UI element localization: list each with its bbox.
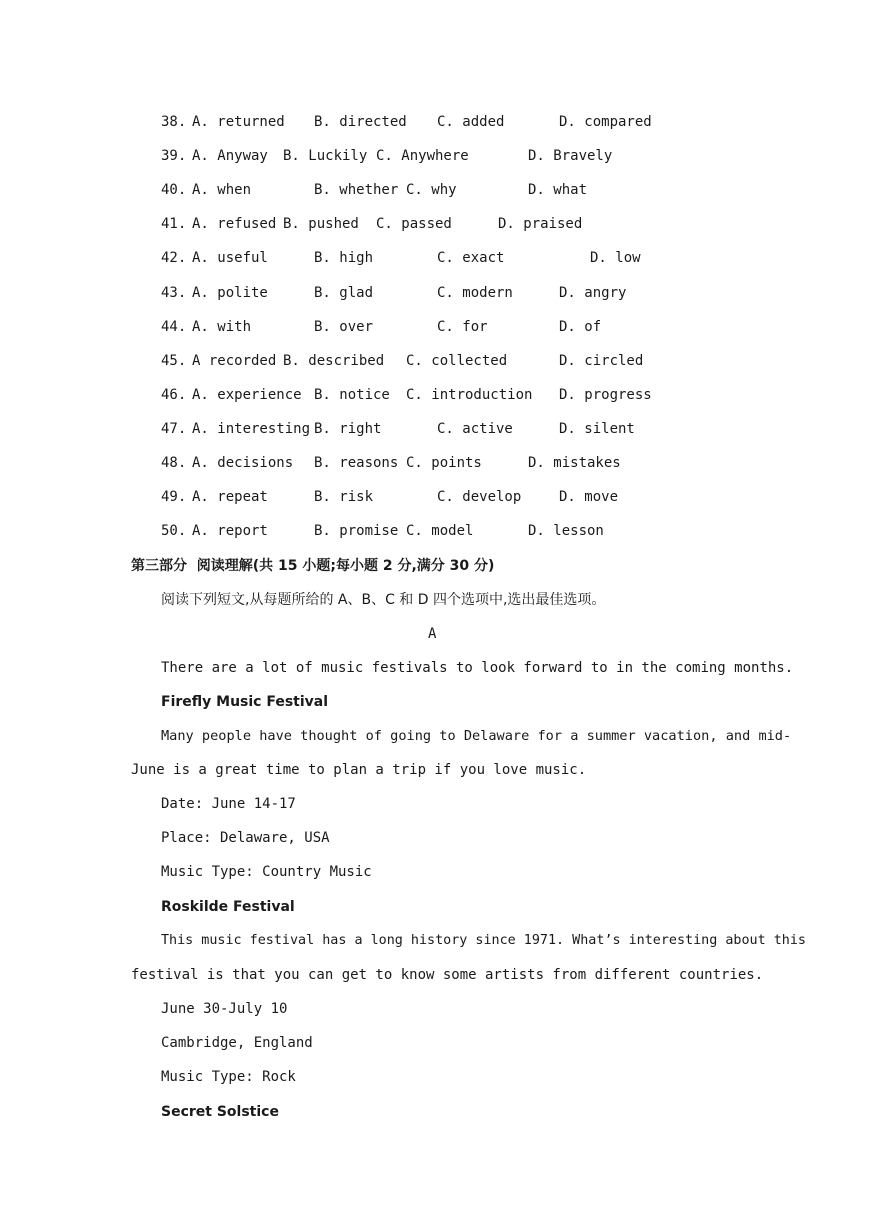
festival-title-firefly: Firefly Music Festival bbox=[161, 694, 329, 710]
option-a: A recorded bbox=[192, 352, 277, 369]
option-a: A. refused bbox=[192, 216, 277, 233]
festival-desc-roskilde-line1: This music festival has a long history since 1971. What’s interesting about this bbox=[161, 933, 806, 948]
question-row bbox=[0, 386, 869, 404]
option-c: C. model bbox=[406, 523, 474, 540]
option-b: B. high bbox=[314, 250, 374, 267]
option-b: B. risk bbox=[314, 489, 374, 506]
option-a: A. with bbox=[192, 318, 252, 335]
option-b: B. whether bbox=[314, 182, 399, 199]
option-a: A. decisions bbox=[192, 455, 294, 471]
question-row bbox=[0, 352, 869, 370]
question-row bbox=[0, 249, 869, 267]
option-b: B. notice bbox=[314, 386, 390, 403]
option-d: D. of bbox=[559, 318, 602, 335]
festival-title-roskilde: Roskilde Festival bbox=[161, 899, 295, 915]
question-row bbox=[0, 420, 869, 438]
festival-place-roskilde: Cambridge, England bbox=[161, 1035, 313, 1051]
question-number: 46. bbox=[161, 386, 187, 403]
option-c: C. why bbox=[406, 182, 457, 199]
question-row bbox=[0, 181, 869, 199]
option-a: A. repeat bbox=[192, 489, 268, 506]
question-number: 40. bbox=[161, 182, 187, 199]
option-c: C. added bbox=[437, 114, 505, 130]
option-c: C. modern bbox=[437, 284, 513, 301]
option-d: D. angry bbox=[559, 284, 627, 301]
option-b: B. described bbox=[283, 352, 385, 369]
option-d: D. mistakes bbox=[528, 455, 621, 471]
question-number: 50. bbox=[161, 523, 187, 540]
option-b: B. reasons bbox=[314, 455, 399, 471]
option-a: A. report bbox=[192, 523, 268, 540]
option-c: C. for bbox=[437, 318, 488, 335]
festival-desc-roskilde-line2: festival is that you can get to know some artists from different countries. bbox=[131, 967, 764, 983]
option-d: D. lesson bbox=[528, 523, 604, 540]
option-a: A. Anyway bbox=[192, 148, 268, 165]
option-c: C. exact bbox=[437, 250, 505, 267]
question-row bbox=[0, 284, 869, 302]
option-d: D. compared bbox=[559, 114, 652, 130]
question-number: 44. bbox=[161, 318, 187, 335]
option-c: C. passed bbox=[376, 216, 452, 233]
option-d: D. low bbox=[590, 250, 641, 267]
option-a: A. interesting bbox=[192, 420, 311, 437]
option-b: B. promise bbox=[314, 523, 399, 540]
option-d: D. Bravely bbox=[528, 148, 613, 165]
festival-date-firefly: Date: June 14-17 bbox=[161, 796, 296, 812]
festival-date-roskilde: June 30-July 10 bbox=[161, 1001, 288, 1017]
passage-label: A bbox=[428, 626, 437, 642]
section-title: 第三部分 阅读理解(共 15 小题;每小题 2 分,满分 30 分) bbox=[131, 558, 495, 574]
festival-place-firefly: Place: Delaware, USA bbox=[161, 830, 330, 846]
option-c: C. develop bbox=[437, 489, 522, 506]
option-a: A. experience bbox=[192, 386, 302, 403]
section-instruction: 阅读下列短文,从每题所给的 A、B、C 和 D 四个选项中,选出最佳选项。 bbox=[161, 592, 606, 608]
question-number: 48. bbox=[161, 455, 187, 471]
question-row bbox=[0, 454, 869, 472]
option-d: D. move bbox=[559, 489, 619, 506]
festival-title-secret-solstice: Secret Solstice bbox=[161, 1104, 279, 1120]
option-c: C. collected bbox=[406, 352, 508, 369]
option-d: D. what bbox=[528, 182, 588, 199]
question-row bbox=[0, 318, 869, 336]
question-number: 47. bbox=[161, 420, 187, 437]
question-number: 41. bbox=[161, 216, 187, 233]
option-c: C. Anywhere bbox=[376, 148, 469, 165]
option-d: D. progress bbox=[559, 386, 652, 403]
option-a: A. polite bbox=[192, 284, 268, 301]
passage-intro: There are a lot of music festivals to look forward to in the coming months. bbox=[161, 660, 794, 676]
question-number: 43. bbox=[161, 284, 187, 301]
option-b: B. pushed bbox=[283, 216, 359, 233]
festival-desc-firefly-line2: June is a great time to plan a trip if you love music. bbox=[131, 762, 587, 778]
festival-desc-firefly-line1: Many people have thought of going to Delaware for a summer vacation, and mid- bbox=[161, 728, 792, 744]
question-number: 38. bbox=[161, 114, 187, 130]
option-b: B. directed bbox=[314, 114, 407, 130]
question-number: 45. bbox=[161, 352, 187, 369]
option-a: A. when bbox=[192, 182, 252, 199]
festival-type-firefly: Music Type: Country Music bbox=[161, 864, 372, 880]
question-number: 42. bbox=[161, 250, 187, 267]
question-row bbox=[0, 488, 869, 506]
festival-type-roskilde: Music Type: Rock bbox=[161, 1069, 296, 1085]
option-a: A. useful bbox=[192, 250, 268, 267]
option-c: C. introduction bbox=[406, 386, 533, 403]
option-d: D. praised bbox=[498, 216, 583, 233]
option-c: C. points bbox=[406, 455, 482, 471]
option-b: B. glad bbox=[314, 284, 374, 301]
question-row bbox=[0, 522, 869, 540]
question-row bbox=[0, 215, 869, 233]
question-row bbox=[0, 147, 869, 165]
option-d: D. silent bbox=[559, 420, 635, 437]
question-number: 49. bbox=[161, 489, 187, 506]
option-a: A. returned bbox=[192, 114, 285, 130]
option-c: C. active bbox=[437, 420, 513, 437]
option-b: B. over bbox=[314, 318, 374, 335]
question-row bbox=[0, 113, 869, 131]
option-b: B. Luckily bbox=[283, 148, 368, 165]
option-d: D. circled bbox=[559, 352, 644, 369]
option-b: B. right bbox=[314, 420, 382, 437]
question-number: 39. bbox=[161, 148, 187, 165]
